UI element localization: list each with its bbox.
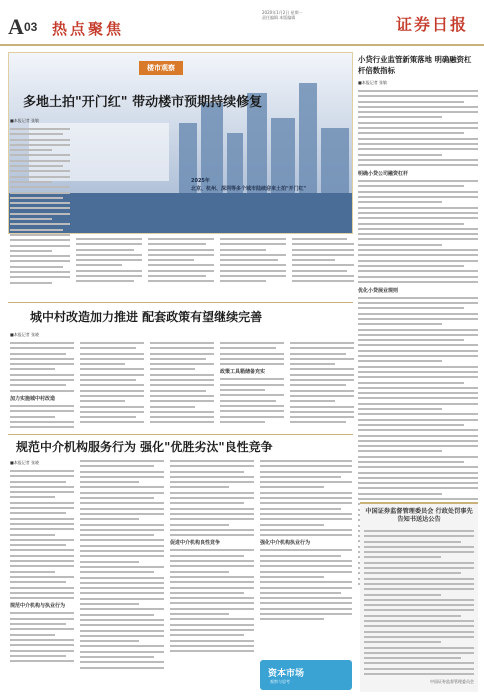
article3-subhead-2: 促进中介机构良性竞争: [170, 540, 221, 547]
article2-column-5: [290, 342, 354, 432]
article2-column-1: [10, 342, 74, 432]
sidebar-subhead-2: 优化小贷展业规则: [358, 287, 399, 294]
issue-date: 2020年1月2日 星期一: [262, 10, 303, 15]
notice-title: 中国证券监督管理委员会 行政处罚事先告知书送达公告: [365, 508, 473, 523]
newspaper-logo: 证券日报: [396, 15, 469, 34]
article3-column-3: [170, 460, 254, 692]
article2-subhead-1: 加力实施城中村改造: [10, 395, 56, 402]
article3-author: ■本报记者 张晓: [10, 460, 40, 465]
article-divider: [8, 302, 353, 303]
banner-label: 资本市场: [268, 669, 305, 679]
sidebar-subhead-1: 明确小贷公司融资杠杆: [358, 171, 409, 178]
article2-headline: 城中村改造加力推进 配套政策有望继续完善: [30, 310, 263, 324]
banner-sub: 观察与思考: [270, 679, 290, 684]
page-letter: A: [8, 14, 24, 39]
article3-subhead-1: 规范中介机构与执业行为: [10, 603, 66, 610]
section-title: 热点聚焦: [52, 20, 125, 38]
capital-market-banner: [260, 660, 352, 690]
page-number: 03: [24, 20, 38, 34]
issue-meta: [262, 10, 392, 20]
lead-headline: 多地土拍"开门红" 带动楼市预期持续修复: [23, 95, 263, 110]
issue-editors: 责任编辑 本版编辑: [262, 15, 296, 20]
article2-author-block: [10, 332, 80, 338]
article3-column-2: [80, 460, 164, 692]
sidebar-headline: 小贷行业监管新策落地 明确融资杠杆倍数指标: [358, 55, 472, 75]
lead-column-2: [76, 238, 142, 298]
image-caption: [191, 177, 341, 193]
article3-column-1: [10, 470, 74, 692]
lead-author: ■本报记者 张敏: [10, 118, 40, 123]
lead-column-3: [148, 238, 214, 298]
sidebar-author: ■本报记者 张敏: [358, 80, 388, 85]
page-header: [0, 0, 484, 46]
article-divider: [8, 434, 353, 435]
article3-column-4: [260, 460, 352, 656]
notice-signature: 中国证券监督管理委员会: [430, 679, 474, 685]
lead-column-1: [10, 128, 70, 288]
caption-text: 北京、杭州、深圳等多个城市陆续迎来土拍"开门红": [191, 186, 307, 192]
lead-column-5: [292, 238, 354, 298]
regulator-notice: [360, 502, 478, 692]
article2-column-4: [220, 342, 284, 432]
lead-column-4: [220, 238, 286, 298]
topic-badge: 楼市观察: [139, 61, 183, 75]
article3-subhead-3: 强化中介机构执业行为: [260, 540, 311, 547]
article2-author: ■本报记者 张晓: [10, 332, 40, 337]
article3-author-block: [10, 460, 80, 466]
caption-year: 2025年: [191, 178, 210, 184]
article3-headline: 规范中介机构服务行为 强化"优胜劣汰"良性竞争: [16, 440, 273, 454]
article2-column-3: [150, 342, 214, 432]
article2-subhead-2: 政策工具箱储备充实: [220, 369, 266, 376]
lead-author-block: [10, 118, 70, 124]
article2-column-2: [80, 342, 144, 432]
